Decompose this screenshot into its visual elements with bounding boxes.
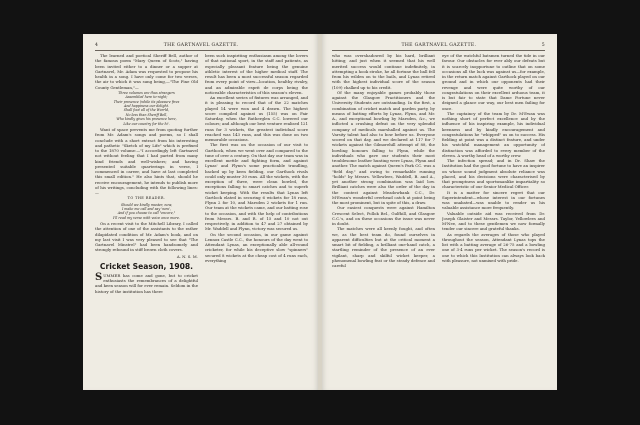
paragraph: As regards the averages of those who played throughout the season, Attendant Lynas tops the list with a batting average of 26·75 and a bowling one of 3·4 runs per wicket. The season's record is one to which this Institution can always look back with pleasure, not unmixed with pride.	[442, 231, 545, 263]
verse-title: TO THE READER.	[127, 196, 166, 201]
verse-line: And happiness our delight.	[123, 103, 170, 108]
paragraph: On a recent visit to the Mitchell Library, I called the attention of one of the assistants to the rather dilapidated condition of Mr. Adam's book, and on my last visit I was very pleased to see that "The Gartnavel Minstrel" had been handsomely and strongly rebound in stiff brown cloth covers.	[95, 221, 198, 253]
right-page	[320, 34, 557, 390]
paragraph: The infection spread; and in Dr. Shaw the Institution had the good fortune to have an inspirer on whose sound judgment absolute reliance was placed, and his decisions were characterised by that promptness and sportsmanlike impartiality so characteristic of our Senior Medical Officer.	[442, 158, 545, 190]
paragraph: Of the many enjoyable games probably those against the Glasgow Practitioners and the University Students are outstanding. In the first, a combination of cricket match and garden party, by means of batting efforts by Lynas, Flynn, and Mr. A., and exceptional bowling by Marsden, &c., we inflicted a crushing defeat on the very splendid company of medicals marshalled against us. The Varsity talent had also to bow before us. Everyone scored on that day, and we declared at 117 for 7 wickets against the Gilmorehill attempt of 88, the bowling honours falling to Flynn, while the individuals who gave our students their most troublesome leather hunting were Lynas, Flynn and another. The match against Queen's Park CC. was a "field day," and owing to remarkable running "holds" by Messrs. Yellowlees, Waddell, B. and A., yet another strong combination was laid low. Brilliant catches were also the order of the day in the contest against Meadowbank C.C., Dr. M'Ewan's wonderful overhead catch at point being the most prominent, but in spite of this, a draw.	[332, 89, 435, 205]
verse-line: Three volumes are thus strangers	[118, 90, 175, 95]
verse-line: No less than Sheriff Bell,	[125, 112, 168, 117]
left-column-1	[95, 53, 198, 382]
section-intro-text: UMMER has come and gone, but to cricket enthusiasts the remembrances of a delightful and keen season will for ever remain. Seldom in the history of the institution has there	[95, 272, 198, 294]
paragraph: Valuable outside aid was received from Dr. Joseph Glaister and Messrs. Taylor, Yellowlees and M'Nee, and to these gentlemen we now formally tender our sincere and grateful thanks.	[442, 210, 545, 232]
running-head-left	[95, 43, 308, 51]
paragraph: An excellent series of fixtures was arranged, and it is pleasing to record that of the 22 matches played 14 were won and 4 drawn. The highest score compiled against us (155) was on Fair Saturday, when the Rutherglen C.C. lowered our colours; and although our best venture realised 121 runs for 3 wickets, the greatest individual score reached was 143 runs, and this was done on two memorable occasions.	[205, 95, 308, 142]
verse-line: Shall foot all of the Worrld,	[123, 108, 170, 113]
verse-block	[95, 91, 198, 126]
drop-cap: S	[95, 272, 103, 284]
paragraph: The matches were all keenly fought, and often we, as the best team do, found ourselves in apparent difficulties but at the critical moment a smart bit of fielding, a brilliant one-hand catch, a startling reminder of the presence of an ever vigilant, sharp and skilful wicket keeper, a phenomenal bowling feat or the steady defence and careful	[332, 226, 435, 268]
paragraph: Our easiest conquests were against Hamilton Crescent Select, Pollok Bel., Gulfhill, and Glasgow C.C.'s, and on these occasions the issue was never in doubt.	[332, 205, 435, 226]
verse-block	[95, 203, 198, 221]
section-intro-paragraph	[95, 273, 198, 294]
verse-line: Their presence (while its pleasure fires	[113, 99, 180, 104]
right-column-1	[332, 53, 435, 382]
left-columns	[95, 53, 308, 382]
paragraph: Want of space prevents me from quoting further from Mr. Adam's songs and poems, so I shall conclude with a short extract from his interesting and pathetic "Sketch of my Life" which is prefixed to the 1870 volume:—"I accordingly left Gartnavel not without feeling that I had parted from many kind friends and well-wishers; and having presented suitable quarterings in verse, I commenced in career, and have at last completed this small edition." He also hints that, should he receive encouragement, he intends to publish more of his writings, concluding with the following lines:—	[95, 127, 198, 195]
running-head-right	[332, 43, 545, 51]
left-column-2	[205, 53, 308, 382]
book-spread	[83, 34, 557, 390]
verse-line: I'll read my verse with voice once more.	[113, 215, 180, 220]
paragraph: been such inspiriting enthusiasm among the lovers of that national sport, in the staff and patients, as especially pleasant feature being the genuine athletic interest of the higher medical staff. The result has been a most successful season regarded from every point of view—location, healthy rivalry, and an admirable esprit de corps being the noticeable characteristics of this season's eleven.	[205, 53, 308, 95]
running-title-left: THE GARTNAVEL GAZETTE.	[163, 43, 239, 48]
paragraph: The learned and poetical Sheriff Bell, author of the famous poem "Mary Queen of Scots," having been invited either to a dinner or a supper at Gartnavel, Mr. Adam was requested to propose his health in a song. I have only come for two verses, the air to which it was sung being,—"The Fine Old County Gentleman,"—	[95, 53, 198, 90]
paragraph: The captaincy of the team by Dr. M'Ewan was nothing short of perfect excellence and by the influence of his inspiring example, his individual keenness and by kindly encouragement and congratulations he "whipped" us on to success. His fielding at point was a distinct feature, and under his watchful management an opportunity of distinction was afforded to every member of the eleven. A worthy head of a worthy crew.	[442, 110, 545, 158]
verse-line: Like our country for the hi'.	[123, 121, 170, 126]
verse-line: Assembled here to-night;	[125, 95, 168, 100]
verse-line: Should we kindly muster, now,	[121, 202, 172, 207]
paragraph: The first was on the occasion of our visit to Garthock, when we went over and compared to the tune of over a century. On that day our team was in excellent mettle and fighting form, and against Lynas' and Flynn's some practicable trundling, backed up by keen fielding, our Garthock rivals could only muster 30 runs. All the wickets, with the exception of three, were clean bowled, the exceptions falling to smart catches and to superb wicket keeping. With the results that Lynas left Gartlock elated in securing 6 wickets for 18 runs, Flynn 2 for 10, and Marsden 2 wickets for 1 run. Our team at the wickets came, and our batting rose to the occasion, and with the help of contributions from Messrs. B. and R. of 15 and 10 not out respectively, in addition to 47 and 27 obtained by Mr. Waddell and Flynn, victory was secured us.	[205, 142, 308, 232]
paragraph: It is a matter for sincere regret that our Superintendent—whose interest in our fortunes was unabated—was unable to render us his valuable assistance more frequently.	[442, 189, 545, 211]
page-number-left: 4	[95, 43, 99, 48]
page-number-right: 5	[541, 43, 545, 48]
paragraph: On the second occasion, in our game against Lennox Castle C.C., the honours of the day went to Attendant Lynas, an exceptionally able all-round cricketer, for while his deceptive slow "spinners" secured 8 wickets at the cheap cost of 4 runs each, everything	[205, 231, 308, 263]
verse-line: And if you choose to call "encore,"	[117, 211, 176, 216]
left-page	[83, 34, 320, 390]
paragraph: eye of the watchful batsmen turned the tide in our favour. Our obstacles for ever ably our defeats but it is scarcely inopportune to outline that on some occasions all the luck was against us—for example, in the return match against Garthock played on our ground and in which our opponents had their revenge and were quite worthy of our congratulations on their excellent arduous team, it is but fair to state that Dame Fortune never deigned a glance our way, our best men failing for once.	[442, 53, 545, 111]
author-signature: A. N. S. M.	[176, 253, 198, 259]
book-gutter	[318, 34, 322, 390]
verse-line: I make me call and say 'new',	[121, 206, 172, 211]
verse-line: Who kindly gives his presence here,	[116, 117, 177, 122]
right-columns	[332, 53, 545, 382]
running-title-right: THE GARTNAVEL GAZETTE.	[401, 43, 477, 48]
right-column-2	[442, 53, 545, 382]
paragraph: who was overshadowed by his hard, brilliant hitting; and just when it seemed that his well merited success would continue indefinitely, in attempting a hook stroke, he all fortune the ball fell from his wilden on to the bails, and Lynas retired with the highest individual score of the season (109) chalked up to his credit.	[332, 53, 435, 90]
section-title: Cricket Season, 1908.	[99, 261, 194, 271]
